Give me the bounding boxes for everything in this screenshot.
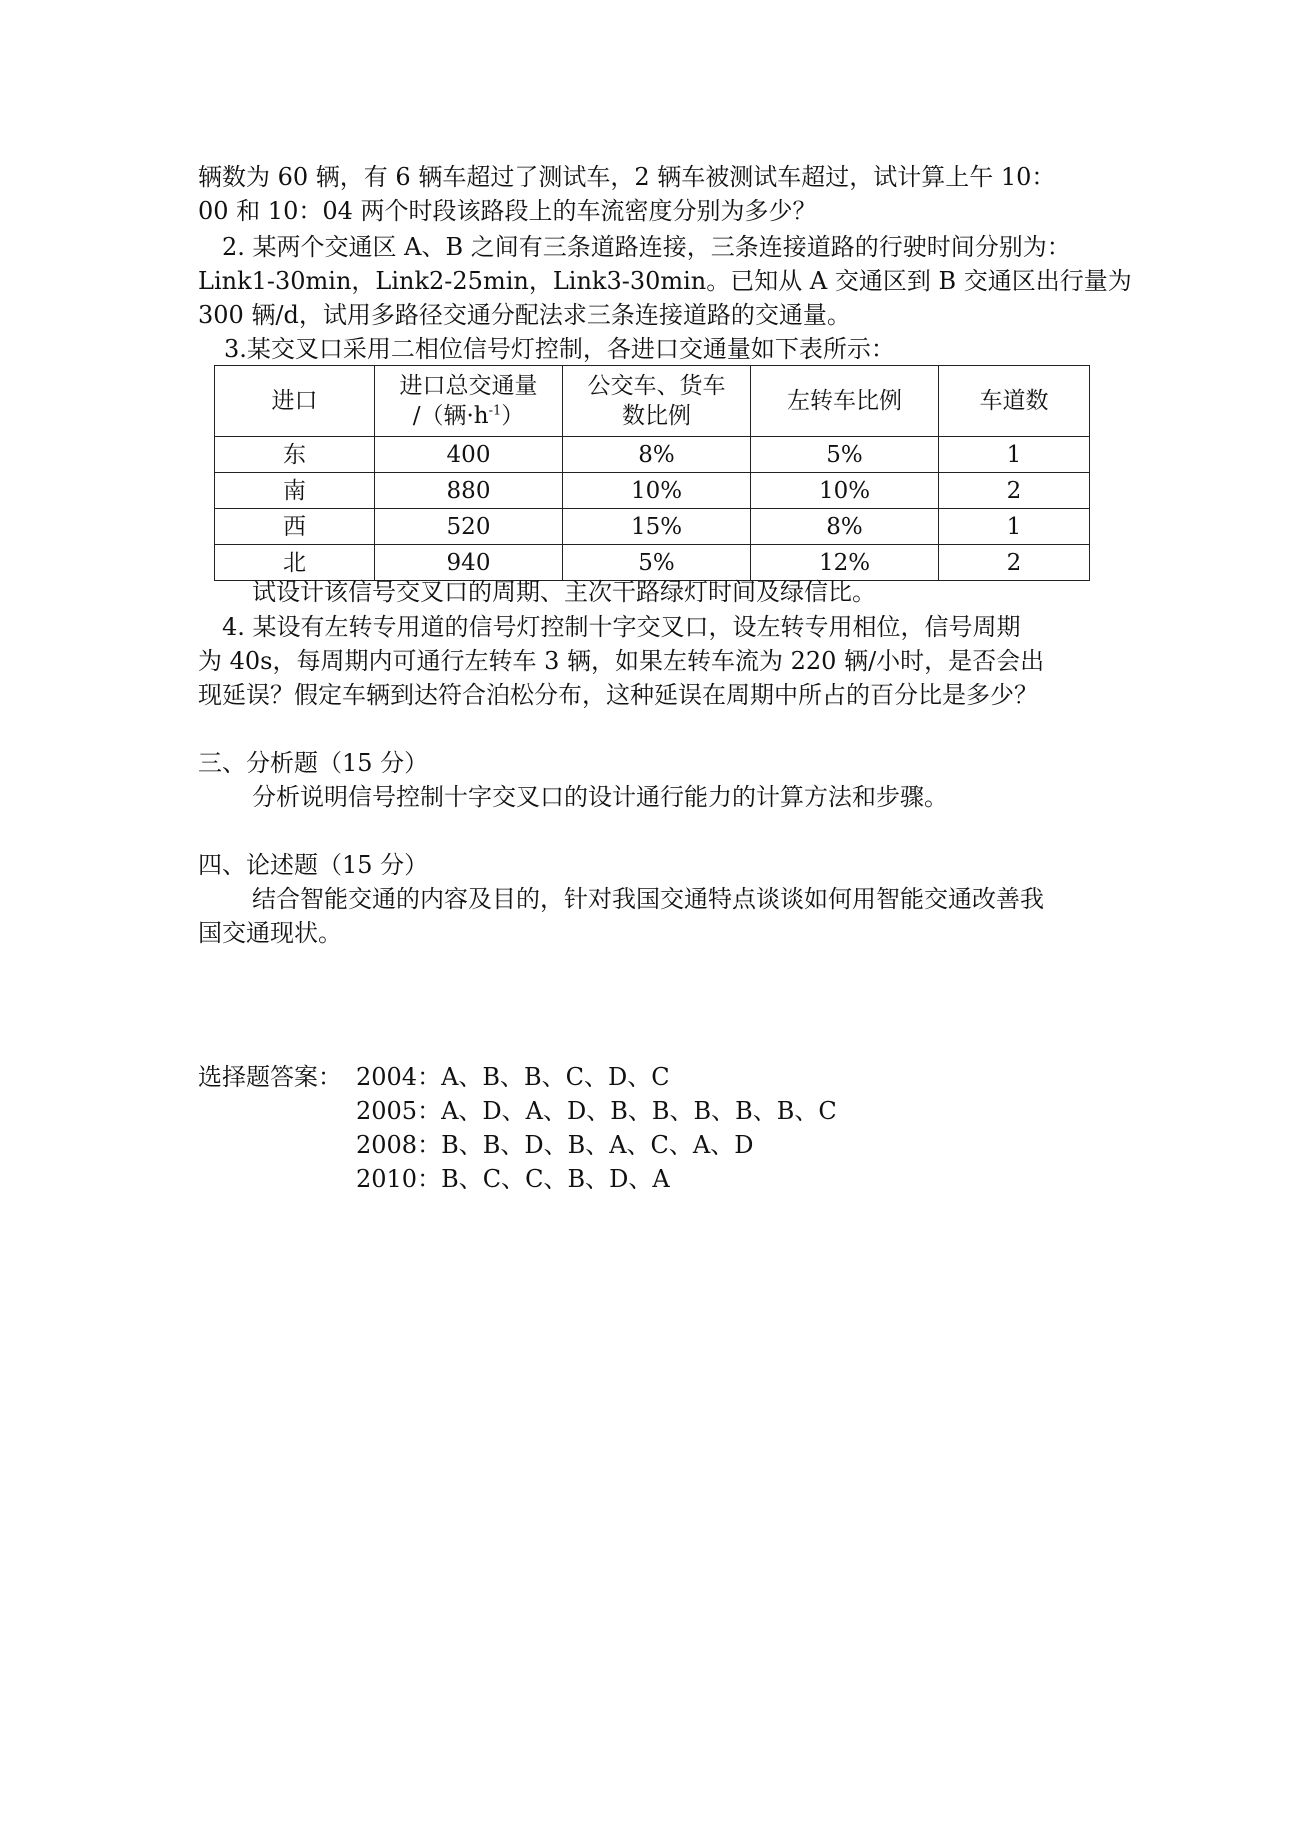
header-volume-unit-sup: -1 [488, 403, 502, 419]
section4-title: 四、论述题（15 分） [198, 851, 429, 879]
q2-line3: 300 辆/d，试用多路径交通分配法求三条连接道路的交通量。 [198, 301, 851, 329]
q2-line2: Link1-30min，Link2-25min，Link3-30min。已知从 A 交通区到 B 交通区出行量为 [198, 267, 1132, 295]
cell-volume: 940 [375, 545, 563, 581]
header-bus-truck [563, 366, 751, 437]
table-header-row [215, 366, 1090, 437]
q4-line1: 4. 某设有左转专用道的信号灯控制十字交叉口，设左转专用相位，信号周期 [222, 613, 1021, 641]
cell-entry: 东 [215, 437, 375, 473]
header-volume [375, 366, 563, 437]
q2-line1: 2. 某两个交通区 A、B 之间有三条道路连接，三条连接道路的行驶时间分别为： [222, 233, 1071, 261]
cell-left-turn: 8% [751, 509, 939, 545]
traffic-volume-table [214, 365, 1090, 581]
section4-line2: 国交通现状。 [198, 919, 342, 947]
q4-line2: 为 40s，每周期内可通行左转车 3 辆，如果左转车流为 220 辆/小时，是否会出 [198, 647, 1045, 675]
cell-lanes: 1 [939, 509, 1090, 545]
header-volume-unit: /（辆·h [412, 403, 489, 429]
table-row [215, 473, 1090, 509]
q4-line3: 现延误？假定车辆到达符合泊松分布，这种延误在周期中所占的百分比是多少？ [198, 681, 1038, 709]
header-volume-line2 [375, 401, 562, 431]
cell-bus-truck: 5% [563, 545, 751, 581]
cell-lanes: 2 [939, 473, 1090, 509]
header-left-turn: 左转车比例 [751, 366, 939, 437]
cell-volume: 400 [375, 437, 563, 473]
answer-2008: 2008：B、B、D、B、A、C、A、D [356, 1131, 754, 1159]
header-entry: 进口 [215, 366, 375, 437]
answer-2005: 2005：A、D、A、D、B、B、B、B、B、C [356, 1097, 837, 1125]
header-bus-truck-line1: 公交车、货车 [587, 373, 726, 399]
header-bus-truck-line2: 数比例 [622, 403, 691, 429]
answers-label: 选择题答案： [198, 1063, 342, 1091]
cell-bus-truck: 15% [563, 509, 751, 545]
answer-2010: 2010：B、C、C、B、D、A [356, 1165, 670, 1193]
section4-line1: 结合智能交通的内容及目的，针对我国交通特点谈谈如何用智能交通改善我 [252, 885, 1044, 913]
cell-bus-truck: 10% [563, 473, 751, 509]
cell-left-turn: 5% [751, 437, 939, 473]
cell-lanes: 1 [939, 437, 1090, 473]
cell-entry: 北 [215, 545, 375, 581]
header-lanes: 车道数 [939, 366, 1090, 437]
table-row [215, 509, 1090, 545]
header-volume-unit-close: ） [501, 403, 525, 429]
table-row [215, 437, 1090, 473]
section3-body: 分析说明信号控制十字交叉口的设计通行能力的计算方法和步骤。 [252, 783, 948, 811]
q3-after-table: 试设计该信号交叉口的周期、主次干路绿灯时间及绿信比。 [252, 578, 876, 606]
q3-intro: 3.某交叉口采用二相位信号灯控制，各进口交通量如下表所示： [224, 335, 895, 363]
cell-lanes: 2 [939, 545, 1090, 581]
cell-volume: 880 [375, 473, 563, 509]
section3-title: 三、分析题（15 分） [198, 749, 429, 777]
q1-tail-line1: 辆数为 60 辆，有 6 辆车超过了测试车，2 辆车被测试车超过，试计算上午 10： [198, 163, 1056, 191]
cell-left-turn: 10% [751, 473, 939, 509]
cell-entry: 西 [215, 509, 375, 545]
cell-left-turn: 12% [751, 545, 939, 581]
answer-2004: 2004：A、B、B、C、D、C [356, 1063, 670, 1091]
header-volume-line1: 进口总交通量 [399, 373, 538, 399]
cell-volume: 520 [375, 509, 563, 545]
cell-entry: 南 [215, 473, 375, 509]
cell-bus-truck: 8% [563, 437, 751, 473]
q1-tail-line2: 00 和 10：04 两个时段该路段上的车流密度分别为多少？ [198, 197, 817, 225]
